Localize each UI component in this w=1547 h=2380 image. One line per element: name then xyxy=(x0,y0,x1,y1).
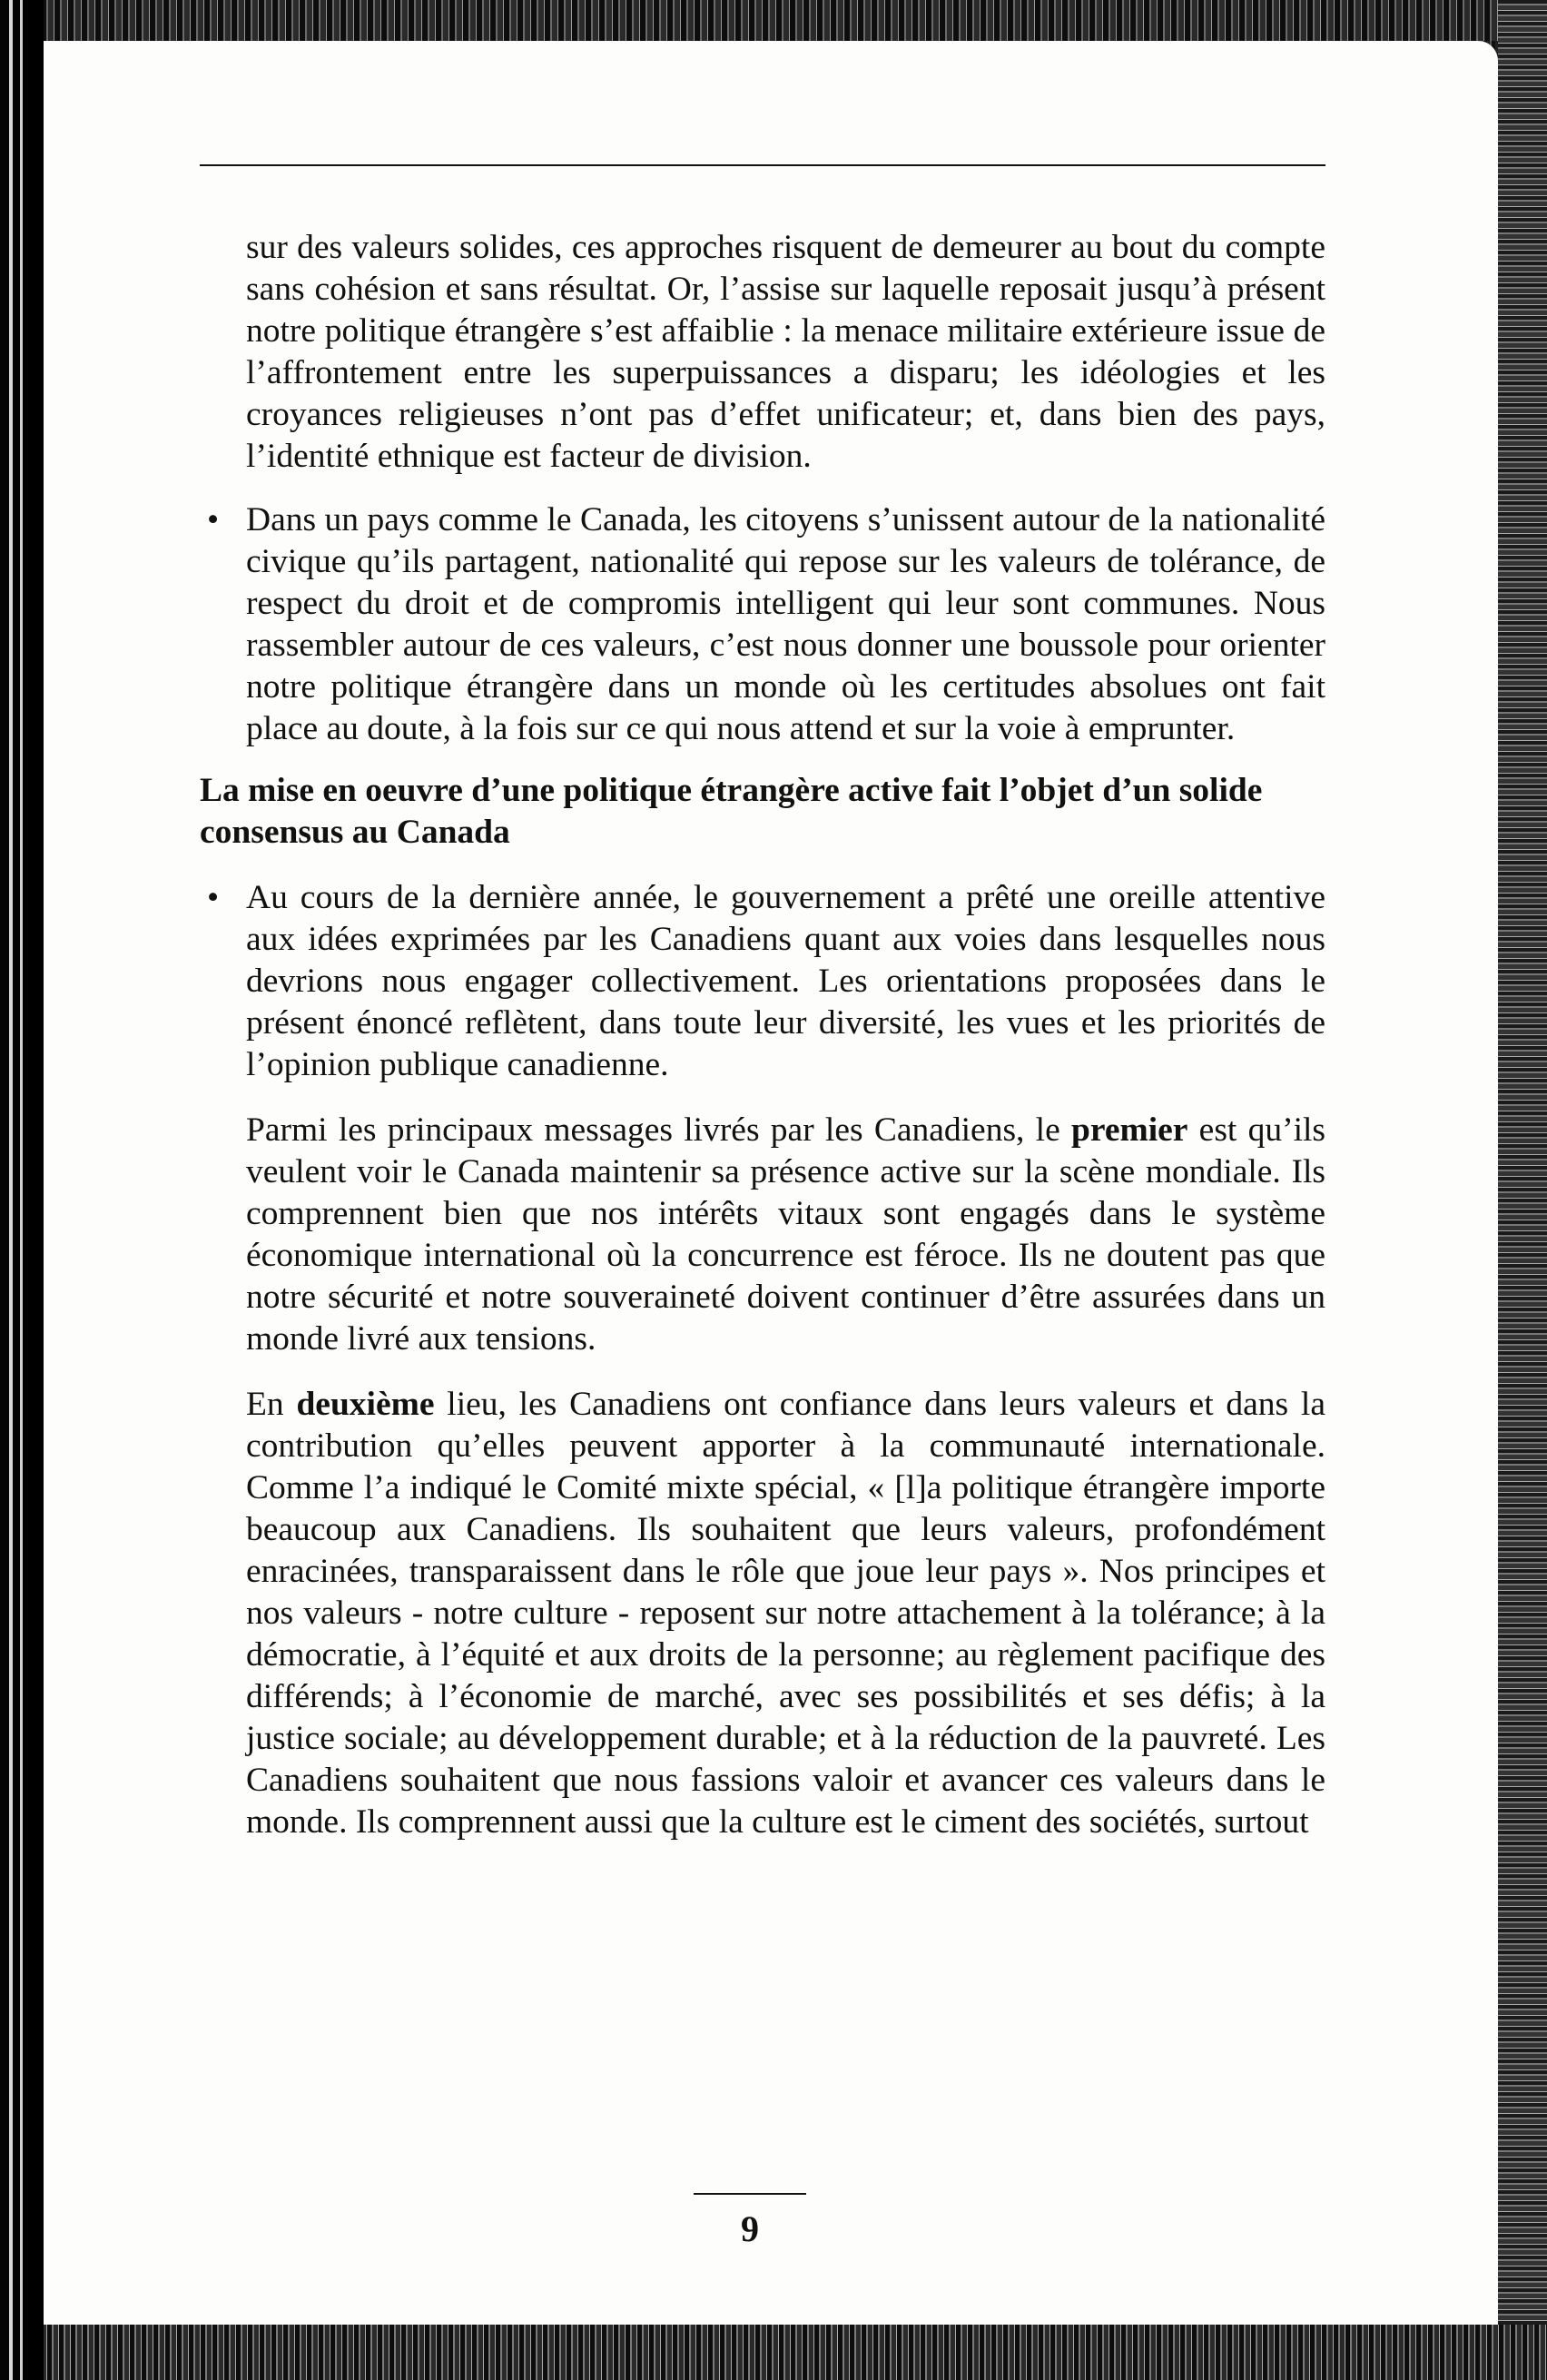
bullet-text: Dans un pays comme le Canada, les citoyens s’unissent autour de la nationalité civique qu’ils partagent, nationalité qui repose sur les valeurs de tolérance, de respect du droit et de compromis intelligent qui leur sont communes. Nous rassembler autour de ces valeurs, c’est nous donner une boussole pour orienter notre politique étrangère dans un monde où les certitudes absolues ont fait place au doute, à la fois sur ce qui nous attend et sur la voie à emprunter. xyxy=(246,501,1325,747)
paragraph-lead: Parmi les principaux messages livrés par les Canadiens, le xyxy=(246,1111,1071,1149)
body-paragraph xyxy=(200,1384,1325,1843)
bullet-item xyxy=(200,499,1325,750)
page-body xyxy=(200,227,1325,1843)
bullet-marker: • xyxy=(207,501,220,538)
body-paragraph xyxy=(200,1110,1325,1360)
scan-top-edge xyxy=(0,0,1547,41)
scan-binding-edge xyxy=(0,0,44,2380)
page-number: 9 xyxy=(741,2208,759,2249)
bullet-item xyxy=(200,877,1325,1086)
emphasis-word: premier xyxy=(1071,1111,1188,1149)
paragraph-lead: En xyxy=(246,1386,297,1423)
document-page xyxy=(44,41,1498,2325)
scan-bottom-edge xyxy=(0,2325,1547,2380)
section-heading: La mise en oeuvre d’une politique étrangère active fait l’objet d’un solide consensus au Canada xyxy=(200,772,1263,851)
continuation-paragraph: sur des valeurs solides, ces approches risquent de demeurer au bout du compte sans cohésion et sans résultat. Or, l’assise sur laquelle reposait jusqu’à présent notre politique étrangère s’est affaiblie : la menace militaire extérieure issue de l’affrontement entre les superpuissances a disparu; les idéologies et les croyances religieuses n’ont pas d’effet unificateur; et, dans bien des pays, l’identité ethnique est facteur de division. xyxy=(246,229,1325,475)
paragraph-rest: est qu’ils veulent voir le Canada maintenir sa présence active sur la scène mondiale. Ils comprennent bien que nos intérêts vitaux sont engagés dans le système économique international où la concurrence est féroce. Ils ne doutent pas que notre sécurité et notre souveraineté doivent continuer d’être assurées dans un monde livré aux tensions. xyxy=(246,1111,1325,1358)
header-rule xyxy=(200,164,1325,166)
paragraph-rest: lieu, les Canadiens ont confiance dans leurs valeurs et dans la contribution qu’elles peuvent apporter à la communauté internationale. Comme l’a indiqué le Comité mixte spécial, « [l]a politique étrangère importe beaucoup aux Canadiens. Ils souhaitent que leurs valeurs, profondément enracinées, transparaissent dans le rôle que joue leur pays ». Nos principes et nos valeurs - notre culture - reposent sur notre attachement à la tolérance; à la démocratie, à l’équité et aux droits de la personne; au règlement pacifique des différends; à l’économie de marché, avec ses possibilités et ses défis; à la justice sociale; au développement durable; et à la réduction de la pauvreté. Les Canadiens souhaitent que nous fassions valoir et avancer ces valeurs dans le monde. Ils comprennent aussi que la culture est le ciment des sociétés, surtout xyxy=(246,1386,1325,1841)
scan-right-edge xyxy=(1498,0,1547,2380)
emphasis-word: deuxième xyxy=(296,1386,435,1423)
bullet-text: Au cours de la dernière année, le gouvernement a prêté une oreille attentive aux idées exprimées par les Canadiens quant aux voies dans lesquelles nous devrions nous engager collectivement. Les orientations proposées dans le présent énoncé reflètent, dans toute leur diversité, les vues et les priorités de l’opinion publique canadienne. xyxy=(246,879,1325,1083)
bullet-marker: • xyxy=(207,879,220,916)
footer-rule xyxy=(694,2193,806,2195)
